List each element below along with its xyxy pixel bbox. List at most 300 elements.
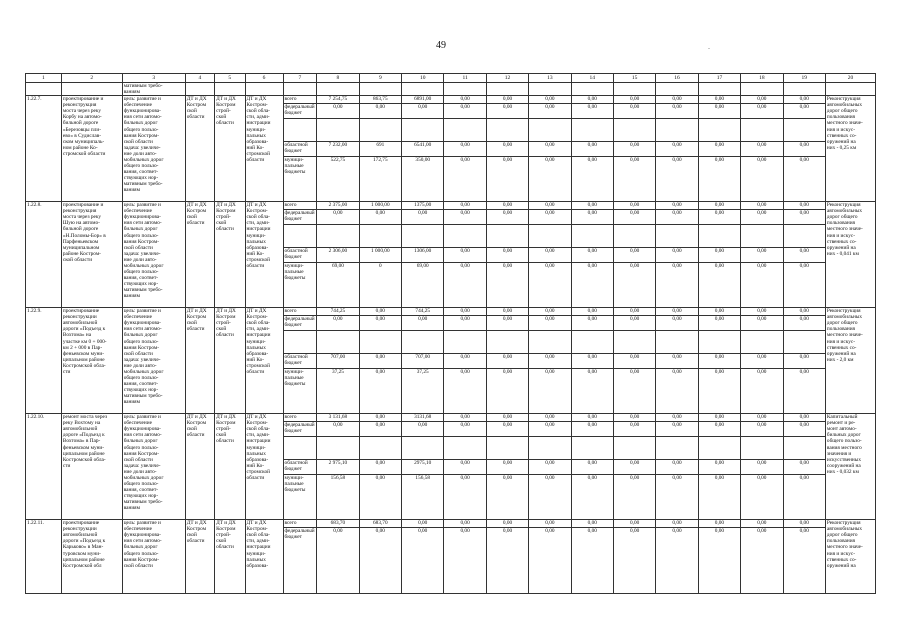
amount-value: 0,00 — [572, 142, 613, 157]
amount-row — [402, 475, 443, 500]
amount-cell — [783, 202, 825, 308]
amount-row — [614, 104, 655, 119]
amount-value: 0,00 — [502, 263, 513, 270]
amount-row — [402, 119, 443, 142]
amount-row — [741, 369, 782, 394]
amount-list — [317, 520, 358, 542]
funding-source-cell — [283, 520, 317, 594]
amount-value: 0,00 — [757, 263, 767, 270]
amount-list — [487, 96, 528, 181]
amount-row — [784, 460, 825, 475]
amount-cell — [656, 202, 698, 308]
amount-row — [444, 308, 485, 316]
amount-cell — [571, 202, 613, 308]
amount-value: 0,00 — [402, 316, 443, 331]
amount-value: 0,00 — [444, 422, 485, 437]
amount-value — [572, 331, 613, 354]
funding-source-row — [284, 104, 317, 119]
amount-row — [444, 460, 485, 475]
amount-value: 0,00 — [699, 202, 740, 210]
funding-source-row — [284, 263, 317, 288]
amount-row — [614, 460, 655, 475]
amount-row — [741, 142, 782, 157]
amount-row — [784, 528, 825, 543]
amount-row — [656, 202, 697, 210]
amount-row — [402, 202, 443, 210]
activity-name: проектирование и реконструкция моста через реку Шую на автомо- бильной дороге «Н.Поломы-Бор» в Парфеньевском муниципальном районе Костром- ской области — [61, 202, 122, 308]
continuation-cell — [283, 83, 317, 96]
amount-row — [402, 157, 443, 182]
amount-value: 0,00 — [529, 210, 570, 225]
amount-row — [784, 354, 825, 369]
amount-value: 0,00 — [614, 104, 655, 119]
amount-row — [699, 414, 740, 422]
amount-row — [572, 369, 613, 394]
amount-value: 0,00 — [487, 414, 528, 422]
amount-value: 0,00 — [360, 422, 401, 437]
amount-cell — [402, 202, 444, 308]
funding-source — [284, 331, 317, 354]
amount-cell — [741, 308, 783, 414]
amount-row — [529, 520, 570, 528]
amount-list — [317, 96, 358, 181]
amount-row — [402, 104, 443, 119]
funding-source-row — [284, 202, 317, 210]
amount-value: 7 254,75 — [317, 96, 358, 104]
amount-row — [402, 437, 443, 460]
amount-cell — [317, 308, 359, 414]
amount-cell — [571, 414, 613, 520]
amount-value: 0,00 — [741, 308, 782, 316]
amount-row — [572, 96, 613, 104]
amount-value — [741, 119, 782, 142]
expected-result: Реконструкция автомобильных дорог общего пользования местного значе- ния и искус- ственных со- оружений на них - 2,0 км — [825, 308, 875, 414]
amount-row — [784, 263, 825, 288]
amount-row — [444, 104, 485, 119]
amount-cell — [698, 308, 740, 414]
amount-value: 0,00 — [360, 210, 401, 225]
amount-row — [656, 210, 697, 225]
amount-value: 0,00 — [614, 422, 655, 437]
amount-value: 0,00 — [444, 460, 485, 475]
amount-value: 0,00 — [630, 475, 640, 482]
funding-source: федеральный бюджет — [284, 210, 317, 225]
amount-row — [317, 119, 358, 142]
amount-value: 0,00 — [784, 142, 825, 157]
amount-value: 0,00 — [529, 142, 570, 157]
amount-row — [402, 528, 443, 543]
amount-value: 0,00 — [799, 263, 809, 270]
amount-row — [784, 202, 825, 210]
amount-value: 0,00 — [587, 263, 597, 270]
amount-list — [572, 308, 613, 393]
amount-value: 0,00 — [502, 369, 513, 376]
activity-name: проектирование реконструкции автомобильной дороги «Подъезд к Карьково» в Ман- туровском муни- ципальном районе Костромской обл — [61, 520, 122, 594]
co-executor: ДТ и ДХ Костром строй- ской области — [215, 308, 245, 414]
amount-row — [360, 414, 401, 422]
amount-value — [317, 437, 358, 460]
amount-cell — [783, 520, 825, 594]
amount-value: 0,00 — [360, 354, 401, 369]
co-executor: ДТ и ДХ Костром строй- ской области — [215, 202, 245, 308]
column-number: 17 — [698, 74, 740, 83]
amount-value: 0,00 — [572, 316, 613, 331]
amount-row — [402, 414, 443, 422]
amount-value: 1 000,00 — [360, 248, 401, 263]
continuation-cell — [317, 83, 359, 96]
amount-row — [656, 104, 697, 119]
amount-row — [487, 225, 528, 248]
amount-cell — [359, 96, 401, 202]
amount-value: 0,00 — [572, 460, 613, 475]
column-number: 18 — [741, 74, 783, 83]
amount-value: 0,00 — [487, 520, 528, 528]
amount-value: 0,00 — [587, 157, 597, 164]
amount-row — [741, 460, 782, 475]
amount-cell — [783, 308, 825, 414]
amount-row — [529, 308, 570, 316]
amount-value: 0,00 — [402, 520, 443, 528]
amount-value: 683,70 — [360, 520, 401, 528]
amount-cell — [698, 520, 740, 594]
amount-row — [402, 369, 443, 394]
amount-value: 0,00 — [460, 263, 470, 270]
amount-row — [529, 331, 570, 354]
amount-value — [317, 225, 358, 248]
amount-value: 0,00 — [614, 316, 655, 331]
amount-row — [487, 331, 528, 354]
amount-value: 0,00 — [529, 354, 570, 369]
amount-cell — [741, 414, 783, 520]
amount-row — [614, 96, 655, 104]
amount-list — [317, 202, 358, 287]
amount-row — [360, 210, 401, 225]
amount-row — [402, 331, 443, 354]
amount-row — [444, 437, 485, 460]
funding-source-list — [284, 308, 317, 393]
amount-row — [656, 263, 697, 288]
amount-value: 156,58 — [415, 475, 430, 482]
amount-value: 69,00 — [416, 263, 429, 270]
amount-row — [614, 308, 655, 316]
amount-value: 0,00 — [402, 210, 443, 225]
amount-value: 0,00 — [784, 202, 825, 210]
amount-value: 0,00 — [741, 316, 782, 331]
continuation-cell: мативным требо- ваниям — [122, 83, 185, 96]
continuation-cell — [359, 83, 401, 96]
amount-row — [699, 354, 740, 369]
amount-cell — [698, 96, 740, 202]
amount-row — [784, 157, 825, 182]
program-row — [26, 414, 876, 520]
funding-source: муници- пальные бюджеты — [284, 263, 306, 282]
funding-source-row — [284, 157, 317, 182]
amount-row — [317, 460, 358, 475]
amount-row — [572, 104, 613, 119]
amount-row — [572, 316, 613, 331]
amount-cell — [444, 96, 486, 202]
amount-row — [444, 263, 485, 288]
amount-value — [487, 119, 528, 142]
funding-source-row — [284, 316, 317, 331]
amount-value: 37,25 — [331, 369, 344, 376]
amount-value: 0,00 — [572, 96, 613, 104]
amount-list — [784, 96, 825, 181]
amount-value: 0,00 — [460, 475, 470, 482]
amount-value: 0,00 — [741, 210, 782, 225]
amount-row — [360, 119, 401, 142]
amount-row — [444, 520, 485, 528]
amount-row — [741, 308, 782, 316]
participants: ДТ и ДХ Костром- ской обла- сти, адми- нистрации муници- пальных образова- ний Ко- стромской области — [245, 414, 283, 520]
amount-value: 350,00 — [415, 157, 430, 164]
amount-row — [360, 96, 401, 104]
continuation-cell — [783, 83, 825, 96]
amount-row — [572, 520, 613, 528]
amount-cell — [741, 96, 783, 202]
amount-value: 2 306,00 — [317, 248, 358, 263]
continuation-cell — [402, 83, 444, 96]
amount-row — [487, 202, 528, 210]
amount-row — [487, 354, 528, 369]
funding-source-row — [284, 369, 317, 394]
amount-value: 522,75 — [330, 157, 346, 164]
amount-value: 0,00 — [656, 210, 697, 225]
amount-row — [402, 520, 443, 528]
amount-row — [784, 119, 825, 142]
amount-cell — [486, 202, 528, 308]
amount-value: 0,00 — [360, 460, 401, 475]
amount-row — [699, 422, 740, 437]
amount-value: 69,00 — [331, 263, 344, 270]
funding-source-row — [284, 354, 317, 369]
amount-value: 0,00 — [699, 460, 740, 475]
amount-cell — [359, 202, 401, 308]
amount-value — [487, 331, 528, 354]
amount-cell — [656, 520, 698, 594]
amount-value: 0,00 — [784, 96, 825, 104]
funding-source-row — [284, 528, 317, 543]
funding-source-row — [284, 331, 317, 354]
amount-row — [784, 520, 825, 528]
amount-row — [572, 119, 613, 142]
continuation-cell — [26, 83, 62, 96]
amount-row — [487, 475, 528, 500]
amount-row — [444, 96, 485, 104]
amount-value: 0,00 — [487, 308, 528, 316]
amount-value: 0,00 — [402, 104, 443, 119]
amount-row — [614, 475, 655, 500]
amount-value: 0,00 — [545, 263, 555, 270]
amount-row — [741, 354, 782, 369]
amount-value — [572, 437, 613, 460]
amount-value: 863,75 — [360, 96, 401, 104]
funding-source-list — [284, 202, 317, 287]
amount-list — [360, 414, 401, 499]
amount-value: 691 — [360, 142, 401, 157]
amount-row — [699, 460, 740, 475]
amount-row — [317, 104, 358, 119]
amount-value: 0,00 — [375, 475, 385, 482]
amount-cell — [656, 308, 698, 414]
amount-value: 0,00 — [444, 414, 485, 422]
amount-row — [699, 475, 740, 500]
amount-row — [699, 210, 740, 225]
amount-row — [487, 369, 528, 394]
amount-row — [699, 248, 740, 263]
amount-row — [784, 331, 825, 354]
amount-list — [529, 96, 570, 181]
amount-row — [317, 248, 358, 263]
amount-row — [529, 437, 570, 460]
amount-value: 0,00 — [360, 414, 401, 422]
funding-source-row — [284, 308, 317, 316]
amount-value: 2 975,10 — [317, 460, 358, 475]
amount-list — [572, 202, 613, 287]
amount-value: 0,00 — [502, 475, 513, 482]
amount-cell — [529, 520, 571, 594]
amount-cell — [613, 520, 655, 594]
amount-value: 0,00 — [672, 528, 682, 535]
funding-source-row — [284, 225, 317, 248]
amount-list — [741, 308, 782, 393]
amount-value: 707,00 — [317, 354, 358, 369]
amount-value — [444, 225, 485, 248]
amount-value — [529, 331, 570, 354]
amount-row — [444, 210, 485, 225]
amount-row — [699, 331, 740, 354]
co-executor: ДТ и ДХ Костром строй- ской области — [215, 414, 245, 520]
amount-value: 7 232,00 — [317, 142, 358, 157]
amount-row — [360, 308, 401, 316]
amount-value: 2975,10 — [402, 460, 443, 475]
amount-value — [614, 119, 655, 142]
amount-row — [572, 475, 613, 500]
amount-row — [699, 263, 740, 288]
amount-value: 6541,00 — [402, 142, 443, 157]
amount-list — [444, 96, 485, 181]
amount-value — [529, 437, 570, 460]
amount-list — [784, 520, 825, 542]
amount-row — [317, 520, 358, 528]
amount-row — [656, 225, 697, 248]
amount-value: 0,00 — [487, 316, 528, 331]
amount-row — [317, 202, 358, 210]
amount-row — [572, 210, 613, 225]
co-executor: ДТ и ДХ Костром строй- ской области — [215, 520, 245, 594]
amount-cell — [402, 414, 444, 520]
amount-row — [741, 96, 782, 104]
amount-value — [444, 331, 485, 354]
column-number: 12 — [486, 74, 528, 83]
amount-row — [317, 528, 358, 543]
amount-row — [741, 157, 782, 182]
amount-row — [699, 369, 740, 394]
amount-row — [487, 414, 528, 422]
amount-row — [487, 210, 528, 225]
amount-value: 0,00 — [317, 316, 358, 331]
amount-value — [317, 331, 358, 354]
amount-row — [360, 157, 401, 182]
amount-row — [741, 316, 782, 331]
amount-list — [784, 202, 825, 287]
amount-cell — [741, 520, 783, 594]
amount-row — [487, 142, 528, 157]
amount-row — [317, 475, 358, 500]
amount-value: 0,00 — [333, 528, 343, 535]
amount-value: 0,00 — [741, 354, 782, 369]
amount-row — [402, 210, 443, 225]
amount-row — [402, 142, 443, 157]
amount-row — [402, 263, 443, 288]
funding-source-list — [284, 96, 317, 181]
amount-value: 0,00 — [656, 520, 697, 528]
amount-row — [572, 414, 613, 422]
responsible-executor: ДТ и ДХ Костром ской области — [185, 520, 214, 594]
amount-list — [572, 520, 613, 542]
amount-value: 0,00 — [418, 528, 428, 535]
amount-value — [699, 437, 740, 460]
amount-value: 0,00 — [572, 414, 613, 422]
amount-list — [444, 520, 485, 542]
amount-value: 0,00 — [784, 520, 825, 528]
amount-value: 0,00 — [799, 369, 809, 376]
amount-row — [572, 225, 613, 248]
amount-value: 0,00 — [656, 354, 697, 369]
amount-row — [487, 437, 528, 460]
amount-list — [444, 414, 485, 499]
amount-value: 0 — [378, 263, 382, 270]
amount-value — [699, 225, 740, 248]
continuation-cell — [245, 83, 283, 96]
amount-value: 0,00 — [614, 202, 655, 210]
amount-cell — [486, 308, 528, 414]
amount-value: 0,00 — [614, 248, 655, 263]
amount-row — [572, 354, 613, 369]
amount-row — [317, 157, 358, 182]
responsible-executor: ДТ и ДХ Костром ской области — [185, 308, 214, 414]
amount-row — [741, 202, 782, 210]
amount-value: 0,00 — [784, 414, 825, 422]
amount-row — [784, 475, 825, 500]
amount-cell — [529, 308, 571, 414]
amount-value: 0,00 — [587, 475, 597, 482]
amount-value: 0,00 — [699, 422, 740, 437]
amount-row — [529, 225, 570, 248]
amount-row — [487, 104, 528, 119]
program-row — [26, 308, 876, 414]
amount-value — [784, 119, 825, 142]
amount-value: 0,00 — [699, 354, 740, 369]
amount-row — [656, 316, 697, 331]
amount-cell — [613, 202, 655, 308]
funding-source-row — [284, 248, 317, 263]
amount-row — [402, 225, 443, 248]
amount-value: 0,00 — [784, 316, 825, 331]
amount-value: 0,00 — [529, 520, 570, 528]
funding-source-row — [284, 119, 317, 142]
amount-row — [487, 119, 528, 142]
amount-cell — [317, 96, 359, 202]
amount-value: 0,00 — [487, 104, 528, 119]
activity-name: проектирование реконструкции автомобильной дороги «Подъезд к Вохтома» на участке км 0 + 000- км 2 + 000 в Пар- феньевском муни- ципальном районе Костромской обла- сти — [61, 308, 122, 414]
amount-value: 0,00 — [487, 354, 528, 369]
amount-value: 0,00 — [656, 414, 697, 422]
amount-value: 0,00 — [572, 422, 613, 437]
amount-row — [784, 225, 825, 248]
amount-value: 0,00 — [487, 202, 528, 210]
column-number: 20 — [825, 74, 875, 83]
